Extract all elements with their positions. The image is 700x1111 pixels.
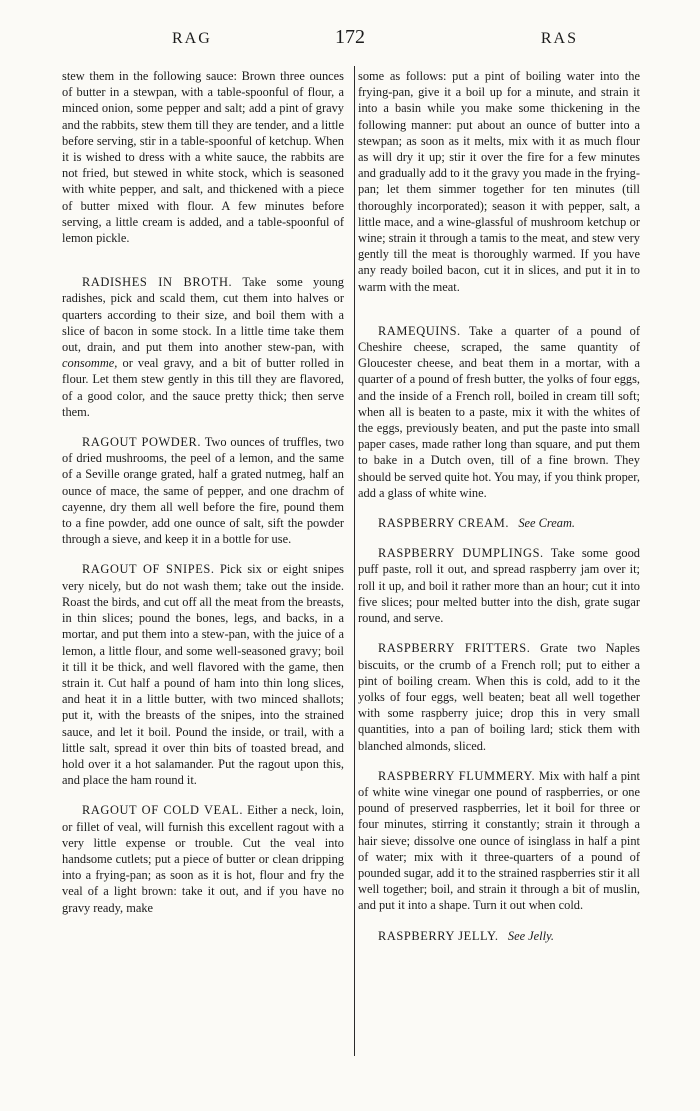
entry-ragout-of-cold-veal: [62, 802, 344, 915]
right-column: [358, 68, 640, 958]
page-number: 172: [335, 26, 365, 48]
header-right-guide-word: RAS: [540, 30, 578, 47]
entry-ragout-of-snipes: [62, 561, 344, 788]
entry-paragraph: [62, 274, 344, 420]
continued-entry: [358, 68, 640, 295]
entry-ramequins: [358, 323, 640, 501]
cross-reference: See Cream.: [518, 516, 575, 531]
entry-text: Mix with half a pint of white wine vinegar one pound of raspberries, or one pound of preserved raspberries, let it boil for three or four minutes, stirring it constantly; strain it through a hair sieve; dissolve one ounce of isinglass in half a pint of water; mix with it three-quarters of a pound of pounded sugar, add it to the strained raspberries stir it all well together; boil, and strain it through a bit of muslin, and put it into a shape. Turn it out when cold.: [358, 768, 640, 913]
continued-text: some as follows: put a pint of boiling water into the frying-pan, give it a boil up for a minute, and strain it into a basin while you make some thickening in the following manner: put about an ounce of butter into a stewpan; as soon as it melts, mix with it as much flour as will dry it up; stir it over the fire for a few minutes and gradually add to it the gravy you made in the frying-pan; let them simmer together for ten minutes (till thoroughly incorporated); season it with pepper, salt, a little mace, and a wine-glassful of mushroom ketchup or wine; strain it through a tamis to the meat, and stew very gently till the meat is thoroughly warmed. If you have any ready boiled bacon, cut it in slices, and put it in to warm with the meat.: [358, 69, 640, 294]
continued-text: stew them in the following sauce: Brown three ounces of butter in a stewpan, with a table-spoonful of flour, a minced onion, some pepper and salt; add a pint of gravy and the rabbits, stew them till they are tender, and a little before serving, stir in a table-spoonful of ketchup. When it is wished to dress with a white sauce, the rabbits are not fried, but stewed in white stock, which is seasoned with white pepper, and salt, and thickened with a piece of butter mixed with flour. A few minutes before serving, a little cream is added, and a table-spoonful of lemon pickle.: [62, 69, 344, 246]
entry-headword: RAGOUT OF SNIPES.: [82, 562, 215, 577]
entry-paragraph: [358, 515, 640, 531]
column-divider: [354, 66, 355, 1056]
entry-text: Grate two Naples biscuits, or the crumb of a French roll; put to either a pint of boiling cream. When this is cold, add to it the yolks of four eggs, well beaten; beat all well together with some raspberry juice; drop this in very small quantities, into a pan of boiling lard; stick them with blanched almonds, sliced.: [358, 641, 640, 753]
header-left-guide-word: RAG: [172, 30, 212, 47]
entry-paragraph: [358, 323, 640, 501]
entry-headword: RASPBERRY FRITTERS.: [378, 641, 531, 656]
entry-headword: RASPBERRY CREAM.: [378, 516, 510, 531]
entry-paragraph: [358, 640, 640, 753]
left-column: [62, 68, 344, 930]
entry-paragraph: [62, 561, 344, 788]
entry-text-continued: or veal gravy, and a bit of butter rolled in flour. Let them stew gently in this till they are flavored, of a good color, and the sauce pretty thick; then serve them.: [62, 356, 344, 419]
entry-text: Either a neck, loin, or fillet of veal, will furnish this excellent ragout with a very little expense or trouble. Cut the veal into handsome cutlets; put a piece of butter or clean dripping into a frying-pan; as soon as it is hot, flour and fry the veal of a light brown: take it out, and if you have no gravy ready, make: [62, 803, 344, 915]
entry-raspberry-fritters: [358, 640, 640, 753]
entry-text: Take some young radishes, pick and scald them, cut them into halves or quarters according to their size, and boil them with a slice of bacon in some stock. In a little time take them out, drain, and put them into another stew-pan, with: [62, 275, 344, 355]
entry-text: Take a quarter of a pound of Cheshire cheese, scraped, the same quantity of Gloucester cheese, and beat them in a mortar, with a quarter of a pound of fresh butter, the yolks of four eggs, and the inside of a French roll, boiled in cream till soft; when all is beaten to a paste, mix it with the whites of the eggs, previously beaten, and put the paste into small paper cases, made rather long than square, and put them to bake in a Dutch oven, till of a fine brown. They should be served quite hot. You may, if you think proper, add a glass of white wine.: [358, 323, 641, 500]
entry-raspberry-cream: [358, 515, 640, 531]
entry-raspberry-flummery: [358, 768, 640, 914]
entry-paragraph: [358, 545, 640, 626]
entry-italic-term: consomme,: [62, 356, 118, 371]
entry-paragraph: [358, 768, 640, 914]
entry-paragraph: [62, 802, 344, 915]
entry-headword: RASPBERRY DUMPLINGS.: [378, 546, 544, 561]
entry-raspberry-jelly: [358, 928, 640, 944]
entry-paragraph: [62, 434, 344, 547]
entry-radishes-in-broth: [62, 274, 344, 420]
entry-headword: RAGOUT OF COLD VEAL.: [82, 803, 244, 818]
entry-text: Pick six or eight snipes very nicely, but do not wash them; take out the inside. Roast the birds, and cut off all the meat from the breasts, in thin slices; pound the bones, legs, and backs, in a mortar, and put them into a stew-pan, with the juice of a lemon, a little flour, and some well-seasoned gravy; boil it till it be thick, and well flavored with the game, then strain it. Cut half a pound of ham into thin long slices, and heat it in a little butter, with two minced shallots; put it, with the breasts of the snipes, into the strained sauce, and let it boil. Pound the inside, or trail, with a little salt, spread it over thin bits of toasted bread, and hold over it a hot salamander. Put the ragout upon this, and place the ham round it.: [62, 562, 344, 788]
entry-ragout-powder: [62, 434, 344, 547]
page-header: [60, 26, 640, 54]
entry-text: Take some good puff paste, roll it out, and spread raspberry jam over it; roll it up, and boil it rather more than an hour; cut it into five slices; pour melted butter into the dish, grate sugar round, and serve.: [358, 546, 640, 626]
entry-headword: RAGOUT POWDER.: [82, 435, 202, 450]
entry-raspberry-dumplings: [358, 545, 640, 626]
entry-text: Two ounces of truffles, two of dried mushrooms, the peel of a lemon, and the same of a Seville orange grated, half a grated nutmeg, half an ounce of mace, the same of pepper, and one drachm of cayenne, dry them all well before the fire, pound them to a fine powder, add one ounce of salt, sift the powder through a sieve, and keep it in a bottle for use.: [62, 435, 344, 547]
entry-headword: RAMEQUINS.: [378, 323, 461, 338]
entry-headword: RASPBERRY JELLY.: [378, 928, 499, 943]
cross-reference: See Jelly.: [507, 928, 554, 943]
continued-entry: [62, 68, 344, 246]
entry-headword: RADISHES IN BROTH.: [82, 275, 233, 290]
entry-paragraph: [358, 928, 640, 944]
entry-headword: RASPBERRY FLUMMERY.: [378, 768, 536, 783]
